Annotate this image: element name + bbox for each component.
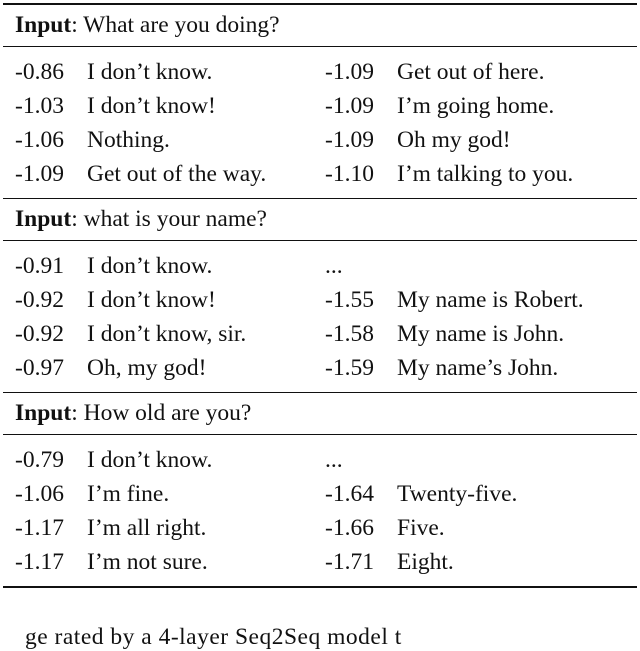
table-row (3, 511, 637, 545)
response-right: Eight. (397, 549, 454, 575)
input-row (3, 393, 637, 434)
score-left: -1.17 (15, 549, 64, 575)
response-block (3, 47, 637, 198)
response-left: Oh, my god! (87, 355, 207, 381)
score-left: -0.92 (15, 321, 64, 347)
score-left: -1.17 (15, 515, 64, 541)
response-left: I’m all right. (87, 515, 207, 541)
table-row (3, 89, 637, 123)
response-left: I don’t know, sir. (87, 321, 247, 347)
score-left: -0.91 (15, 253, 64, 279)
table-row (3, 55, 637, 89)
response-right: Get out of here. (397, 59, 545, 85)
table-row (3, 249, 637, 283)
table-row (3, 545, 637, 579)
response-block (3, 435, 637, 586)
score-left: -0.97 (15, 355, 64, 381)
table-row (3, 351, 637, 385)
response-right: I’m going home. (397, 93, 555, 119)
score-left: -1.09 (15, 161, 64, 187)
response-left: I don’t know! (87, 287, 216, 313)
input-label: Input (15, 400, 72, 426)
response-left: I don’t know. (87, 59, 213, 85)
score-right: -1.58 (325, 321, 374, 347)
response-left: Nothing. (87, 127, 170, 153)
score-right: -1.09 (325, 93, 374, 119)
score-left: -1.03 (15, 93, 64, 119)
input-label: Input (15, 12, 72, 38)
table-row (3, 477, 637, 511)
input-text: : what is your name? (71, 206, 267, 232)
score-right: -1.10 (325, 161, 374, 187)
caption-fragment: ge rated by a 4-layer Seq2Seq model t (25, 624, 402, 650)
response-right: I’m talking to you. (397, 161, 574, 187)
table-row (3, 443, 637, 477)
table-row (3, 283, 637, 317)
score-right: -1.55 (325, 287, 374, 313)
response-left: I’m fine. (87, 481, 170, 507)
score-left: -0.92 (15, 287, 64, 313)
score-right: -1.09 (325, 127, 374, 153)
table-bottom-rule (3, 586, 637, 588)
response-right: My name’s John. (397, 355, 559, 381)
table-row (3, 123, 637, 157)
response-right: Five. (397, 515, 445, 541)
input-text: : What are you doing? (71, 12, 280, 38)
response-left: I don’t know. (87, 253, 213, 279)
score-right: -1.59 (325, 355, 374, 381)
input-label: Input (15, 206, 72, 232)
score-right: ... (325, 253, 343, 279)
response-block (3, 241, 637, 392)
response-right: Oh my god! (397, 127, 511, 153)
response-left: Get out of the way. (87, 161, 267, 187)
response-left: I don’t know. (87, 447, 213, 473)
input-row (3, 199, 637, 240)
score-right: -1.66 (325, 515, 374, 541)
response-left: I don’t know! (87, 93, 216, 119)
results-table (3, 3, 637, 588)
table-row (3, 317, 637, 351)
score-left: -0.86 (15, 59, 64, 85)
input-row (3, 5, 637, 46)
response-left: I’m not sure. (87, 549, 208, 575)
response-right: Twenty-five. (397, 481, 518, 507)
score-left: -1.06 (15, 127, 64, 153)
table-row (3, 157, 637, 191)
score-left: -1.06 (15, 481, 64, 507)
score-right: ... (325, 447, 343, 473)
score-left: -0.79 (15, 447, 64, 473)
response-right: My name is John. (397, 321, 565, 347)
score-right: -1.71 (325, 549, 374, 575)
score-right: -1.09 (325, 59, 374, 85)
response-right: My name is Robert. (397, 287, 584, 313)
input-text: : How old are you? (71, 400, 252, 426)
score-right: -1.64 (325, 481, 374, 507)
